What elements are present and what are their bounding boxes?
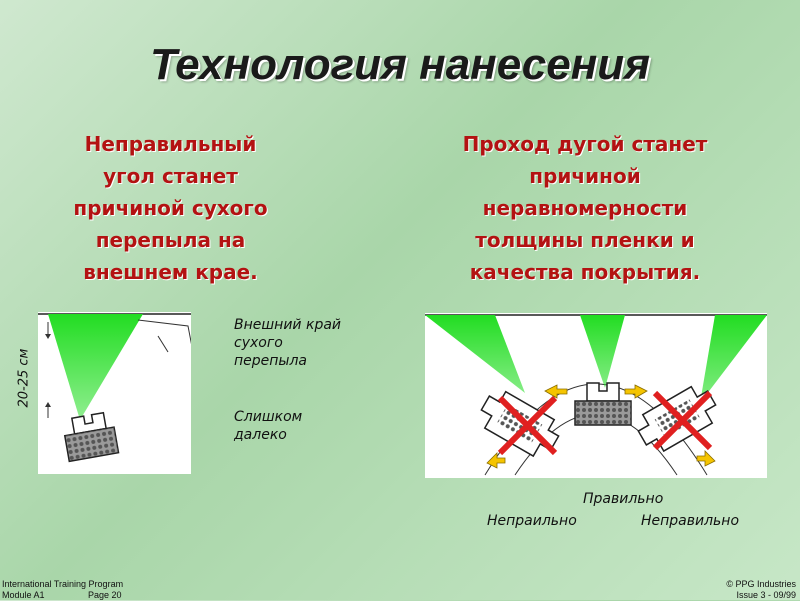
right-warning-line: Проход дугой станет: [462, 132, 708, 156]
right-warning-line: неравномерности: [482, 196, 688, 220]
spray-cone-center: [580, 315, 625, 388]
arrow-right-icon: [625, 385, 647, 398]
left-warning-line: внешнем крае.: [83, 260, 258, 284]
left-warning-line: Неправильный: [84, 132, 257, 156]
footer-left: [2, 579, 162, 601]
right-warning-line: причиной: [529, 164, 641, 188]
edge-note-line: перепыла: [234, 353, 308, 369]
caption-wrong-right: Неправильно: [641, 513, 740, 529]
caption-correct: Правильно: [583, 491, 664, 507]
footer-copyright: © PPG Industries: [726, 579, 796, 589]
distance-label: 20-25 см: [16, 348, 32, 408]
left-warning-line: причиной сухого: [73, 196, 268, 220]
spray-cone-left: [425, 315, 525, 393]
left-warning-line: угол станет: [103, 164, 238, 188]
left-warning-text: [48, 128, 293, 288]
caption-wrong-left: Непраильно: [487, 513, 577, 529]
arc-pass-illustration: [425, 313, 767, 478]
right-warning-line: толщины пленки и: [475, 228, 695, 252]
footer-issue: Issue 3 - 09/99: [736, 590, 796, 600]
footer-module-row: [2, 590, 162, 601]
edge-dry-spray-note: [234, 316, 364, 370]
footer-right: [726, 579, 796, 601]
edge-note-line: Внешний край: [234, 317, 342, 333]
right-warning-text: [430, 128, 740, 288]
angle-illustration-svg: [38, 312, 191, 474]
angle-illustration: [38, 312, 191, 474]
arc-pass-illustration-svg: [425, 313, 767, 478]
spray-cone-right: [700, 315, 767, 403]
footer-module: Module A1: [2, 590, 45, 600]
edge-note-line: сухого: [234, 335, 283, 351]
arrow-left-icon: [545, 385, 567, 398]
right-warning-line: качества покрытия.: [469, 260, 701, 284]
spray-cone: [48, 314, 143, 420]
footer-page: Page 20: [88, 590, 122, 600]
far-note-line: Слишком: [234, 409, 303, 425]
arrow-down-left-icon: [487, 453, 505, 468]
footer-program: International Training Program: [2, 579, 124, 589]
slide-title: Технология нанесения: [149, 40, 651, 89]
spray-gun-icon: [62, 411, 119, 461]
left-warning-line: перепыла на: [95, 228, 246, 252]
too-far-note: [234, 408, 354, 444]
far-note-line: далеко: [234, 427, 287, 443]
